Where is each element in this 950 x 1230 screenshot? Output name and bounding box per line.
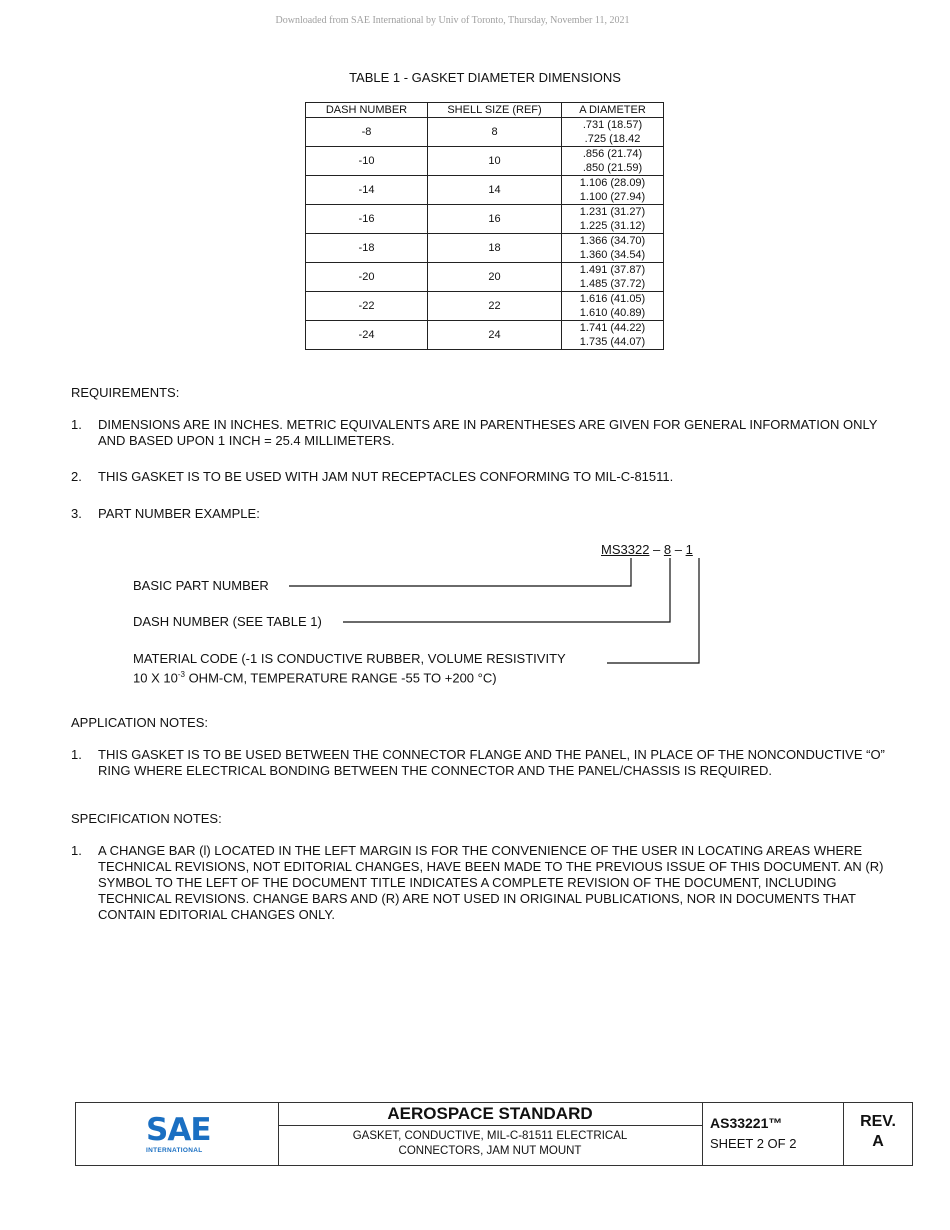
a-diameter-max: 1.491 (37.87) — [579, 264, 646, 276]
sae-logo-mark: SAE — [146, 1112, 211, 1148]
table-row — [306, 118, 664, 147]
a-diameter-cell — [562, 205, 664, 234]
a-diameter-min: 1.485 (37.72) — [579, 278, 646, 290]
document-title-line1: GASKET, CONDUCTIVE, MIL-C-81511 ELECTRICAL — [352, 1130, 628, 1142]
label-dash-number: DASH NUMBER (SEE TABLE 1) — [133, 614, 322, 629]
document-number: AS33221™ — [710, 1115, 783, 1131]
specification-note-1-number: 1. — [71, 843, 82, 858]
requirements-heading: REQUIREMENTS: — [71, 385, 180, 400]
label-basic-part-number: BASIC PART NUMBER — [133, 578, 269, 593]
shell-size-cell: 24 — [428, 321, 562, 350]
table-row — [306, 263, 664, 292]
resistivity-rest: OHM-CM, TEMPERATURE RANGE -55 TO +200 °C) — [184, 670, 497, 686]
shell-size-cell: 8 — [428, 118, 562, 147]
dash-number-cell: -18 — [306, 234, 428, 263]
dash-number-cell: -14 — [306, 176, 428, 205]
separator: – — [671, 542, 686, 557]
leader-material-code — [607, 558, 699, 663]
a-diameter-min: 1.360 (34.54) — [579, 249, 646, 261]
separator: – — [649, 542, 664, 557]
a-diameter-max: 1.366 (34.70) — [579, 235, 646, 247]
table-title: TABLE 1 - GASKET DIAMETER DIMENSIONS — [349, 70, 621, 85]
requirement-3-number: 3. — [71, 506, 82, 521]
table-row — [306, 205, 664, 234]
document-number-cell — [702, 1103, 844, 1165]
download-notice: Downloaded from SAE International by Univ of Toronto, Thursday, November 11, 2021 — [275, 15, 630, 26]
title-block-center — [278, 1103, 703, 1165]
part-number-example — [601, 542, 693, 557]
specification-note-1-text: A CHANGE BAR (l) LOCATED IN THE LEFT MARGIN IS FOR THE CONVENIENCE OF THE USER IN LOCATING AREAS WHERE TECHNICAL REVISIONS, NOT EDITORIAL CHANGES, HAVE BEEN MADE TO THE PREVIOUS ISSUE OF THIS DOCUMENT. AN (R) SYMBOL TO THE LEFT OF THE DOCUMENT TITLE INDICATES A COMPLETE REVISION OF THE DOCUMENT, INCLUDING TECHNICAL REVISIONS. CHANGE BARS AND (R) ARE NOT USED IN ORIGINAL PUBLICATIONS, NOR IN DOCUMENTS THAT CONTAIN EDITORIAL CHANGES ONLY. — [98, 843, 884, 922]
dash-number-cell: -24 — [306, 321, 428, 350]
table-header-row — [306, 103, 664, 118]
shell-size-cell: 10 — [428, 147, 562, 176]
table-row — [306, 147, 664, 176]
a-diameter-cell — [562, 292, 664, 321]
requirement-1-text: DIMENSIONS ARE IN INCHES. METRIC EQUIVALENTS ARE IN PARENTHESES ARE GIVEN FOR GENERAL INFORMATION ONLY AND BASED UPON 1 INCH = 25.4 MILLIMETERS. — [98, 417, 878, 448]
shell-size-cell: 18 — [428, 234, 562, 263]
gasket-diameter-table — [305, 102, 664, 350]
a-diameter-max: 1.231 (31.27) — [579, 206, 646, 218]
a-diameter-min: .725 (18.42 — [584, 133, 641, 145]
specification-notes-heading: SPECIFICATION NOTES: — [71, 811, 222, 826]
shell-size-cell: 16 — [428, 205, 562, 234]
a-diameter-cell — [562, 263, 664, 292]
a-diameter-cell — [562, 147, 664, 176]
a-diameter-min: .850 (21.59) — [582, 162, 643, 174]
title-block — [75, 1102, 913, 1166]
standard-type: AEROSPACE STANDARD — [278, 1103, 702, 1126]
a-diameter-max: .856 (21.74) — [582, 148, 643, 160]
document-title-line2: CONNECTORS, JAM NUT MOUNT — [398, 1145, 582, 1157]
leader-basic-part-number — [289, 558, 631, 586]
dash-number-cell: -16 — [306, 205, 428, 234]
sae-logo — [76, 1103, 279, 1165]
label-material-code-line2 — [133, 667, 497, 686]
table-row — [306, 234, 664, 263]
revision-label: REV. — [860, 1113, 896, 1130]
shell-size-cell: 14 — [428, 176, 562, 205]
basic-part-number: MS3322 — [601, 542, 650, 557]
a-diameter-min: 1.610 (40.89) — [579, 307, 646, 319]
table-body — [306, 118, 664, 350]
column-header-dash-number: DASH NUMBER — [306, 103, 428, 118]
document-title — [278, 1129, 702, 1159]
table-row — [306, 321, 664, 350]
requirement-2-text: THIS GASKET IS TO BE USED WITH JAM NUT RECEPTACLES CONFORMING TO MIL-C-81511. — [98, 469, 674, 484]
requirement-2-number: 2. — [71, 469, 82, 484]
column-header-shell-size: SHELL SIZE (REF) — [428, 103, 562, 118]
dash-number-cell: -22 — [306, 292, 428, 321]
shell-size-cell: 20 — [428, 263, 562, 292]
a-diameter-min: 1.100 (27.94) — [579, 191, 646, 203]
shell-size-cell: 22 — [428, 292, 562, 321]
sae-logo-subtitle: INTERNATIONAL — [146, 1147, 203, 1154]
a-diameter-min: 1.225 (31.12) — [579, 220, 646, 232]
dash-number-cell: -10 — [306, 147, 428, 176]
a-diameter-cell — [562, 234, 664, 263]
requirement-3-text: PART NUMBER EXAMPLE: — [98, 506, 260, 521]
dash-number-value: 8 — [663, 542, 672, 557]
leader-dash-number — [343, 558, 670, 622]
a-diameter-cell — [562, 118, 664, 147]
a-diameter-max: 1.616 (41.05) — [579, 293, 646, 305]
label-material-code-line1: MATERIAL CODE (-1 IS CONDUCTIVE RUBBER, VOLUME RESISTIVITY — [133, 651, 566, 666]
application-notes-heading: APPLICATION NOTES: — [71, 715, 209, 730]
revision-value: A — [872, 1133, 884, 1150]
a-diameter-min: 1.735 (44.07) — [579, 336, 646, 348]
resistivity-exponent: -3 — [177, 670, 185, 679]
application-note-1-number: 1. — [71, 747, 82, 762]
a-diameter-max: 1.106 (28.09) — [579, 177, 646, 189]
resistivity-base: 10 X 10 — [133, 670, 178, 686]
column-header-a-diameter: A DIAMETER — [562, 103, 664, 118]
a-diameter-max: .731 (18.57) — [582, 119, 643, 131]
material-code-value: 1 — [685, 542, 693, 557]
a-diameter-cell — [562, 176, 664, 205]
dash-number-cell: -20 — [306, 263, 428, 292]
a-diameter-max: 1.741 (44.22) — [579, 322, 646, 334]
table-row — [306, 292, 664, 321]
sheet-number: SHEET 2 OF 2 — [710, 1136, 797, 1151]
requirement-1-number: 1. — [71, 417, 82, 432]
revision-cell — [843, 1103, 913, 1165]
application-note-1-text: THIS GASKET IS TO BE USED BETWEEN THE CONNECTOR FLANGE AND THE PANEL, IN PLACE OF THE NONCONDUCTIVE “O” RING WHERE ELECTRICAL BONDING BETWEEN THE CONNECTOR AND THE PANEL/CHASSIS IS REQUIRED. — [98, 747, 885, 778]
table-row — [306, 176, 664, 205]
dash-number-cell: -8 — [306, 118, 428, 147]
a-diameter-cell — [562, 321, 664, 350]
